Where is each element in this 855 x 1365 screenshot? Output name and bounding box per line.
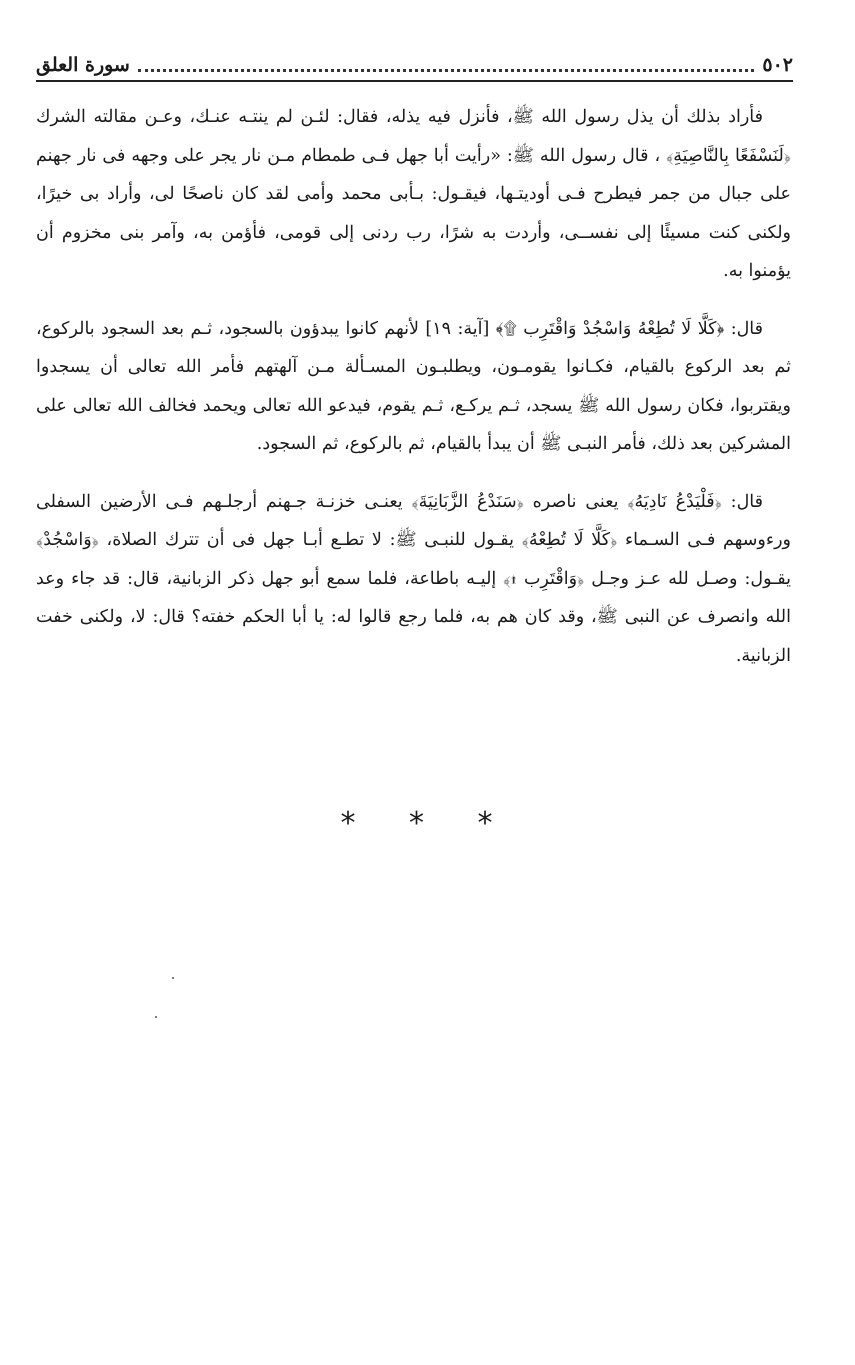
paragraph-2: قال: ﴿كَلَّا لَا تُطِعْهُ وَاسْجُدْ وَاقْتَرِب ۩﴾ [آية: ١٩] لأنهم كانوا يبدؤون بالسجود، ثـم بعد السجود بالركوع، ثم بعد الركوع بالقيام، فكـانوا يقومـون، ويطلبـون المسـألة مـن آلهتهم فأمر الله تعالى أن يسجدوا ويقتربوا، فكان رسول الله ﷺ يسجد، ثـم يركـع، ثـم يقوم، فيدعو الله تعالى ويحمد فخالف الله تعالى على المشركين بعد ذلك، فأمر النبـى ﷺ أن يبدأ بالقيام، ثم بالركوع، ثم السجود. bbox=[36, 318, 791, 454]
commentary-text bbox=[36, 98, 791, 694]
page-number: ٥٠٢ bbox=[762, 54, 793, 76]
page-header bbox=[36, 46, 793, 82]
scan-speck bbox=[155, 1016, 157, 1018]
paragraph-1: فأراد بذلك أن يذل رسول الله ﷺ، فأنزل فيه يذله، فقال: لئـن لم ينتـه عنـك، وعـن مقالته الشرك ﴿لَنَسْفَعًا بِالنَّاصِيَةِ﴾ ، قال رسول الله ﷺ: «رأيت أبا جهل فـى طمطام مـن نار يجر على وجهه فى نار جهنم على جبال من جمر فيطرح فـى أوديتـها، فيقـول: بـأبى محمد وأمى لقد كان ناصحًا لى، وأراد بى خيرًا، ولكنى كنت مسيئًا إلى نفســى، وأردت به شرًا، رب ردنى إلى قومى، فأؤمن به، وآمر بنى مخزوم أن يؤمنوا به. bbox=[36, 107, 791, 281]
scan-speck bbox=[172, 977, 174, 979]
section-separator: * * * bbox=[340, 806, 515, 841]
surah-title: سورة العلق bbox=[36, 54, 130, 76]
paragraph-3: قال: ﴿فَلْيَدْعُ نَادِيَهُ﴾ يعنى ناصره ﴿سَنَدْعُ الزَّبَانِيَةَ﴾ يعنـى خزنـة جـهنم أرجلـهم فـى الأرضين السفلى ورءوسهم فـى السـماء ﴿كَلَّا لَا تُطِعْهُ﴾ يقـول للنبـى ﷺ: لا تطـع أبـا جهل فى أن تترك الصلاة، ﴿وَاسْجُدْ﴾ يقـول: وصـل لله عـز وجـل ﴿وَاقْتَرِب ۩﴾ إليـه باطاعة، فلما سمع أبو جهل ذكر الزبانية، قال: قد جاء وعد الله وانصرف عن النبى ﷺ، وقد كان هم به، فلما رجع قالوا له: يا أبا الحكم خفته؟ قال: لا، ولكنى خفت الزبانية. bbox=[36, 491, 791, 666]
header-dotted-leader bbox=[138, 69, 755, 72]
